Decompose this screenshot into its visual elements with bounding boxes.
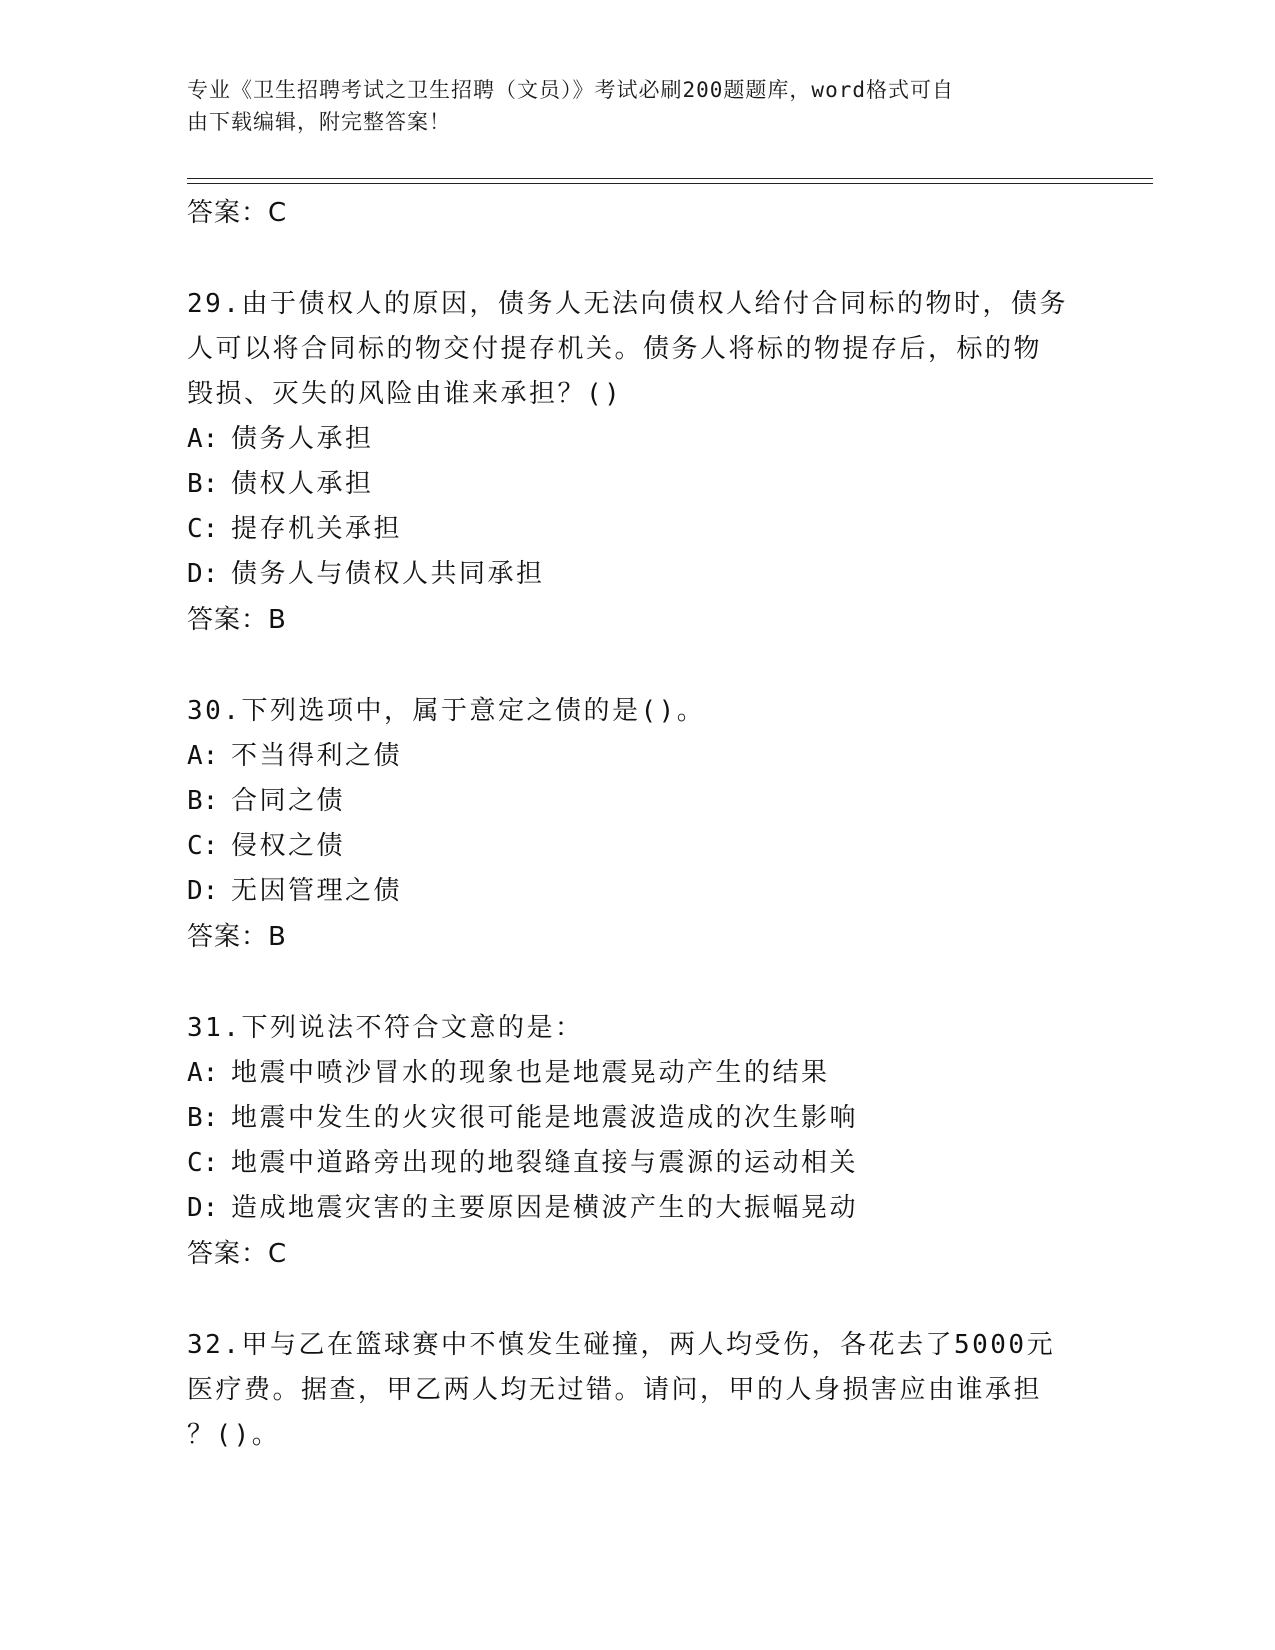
option-a — [187, 1051, 1087, 1096]
option-c — [187, 1141, 1087, 1186]
option-text: 合同之债 — [231, 786, 346, 816]
question-block — [187, 1323, 1087, 1458]
question-block — [187, 1006, 1087, 1277]
question-line: 31.下列说法不符合文意的是： — [187, 1013, 584, 1043]
question-line: 人可以将合同标的物交付提存机关。债务人将标的物提存后，标的物 — [187, 334, 1043, 364]
option-letter: D: — [187, 876, 219, 906]
question-line: 医疗费。据查，甲乙两人均无过错。请问，甲的人身损害应由谁承担 — [187, 1375, 1043, 1405]
option-c — [187, 824, 1087, 869]
question-text — [187, 1323, 1087, 1458]
option-letter: D: — [187, 559, 219, 589]
header-line-2: 由下载编辑，附完整答案！ — [187, 110, 451, 134]
option-text: 侵权之债 — [231, 831, 346, 861]
option-text: 无因管理之债 — [231, 876, 403, 906]
header-line-1: 专业《卫生招聘考试之卫生招聘（文员）》考试必刷200题题库，word格式可自 — [187, 78, 954, 102]
option-letter: B: — [187, 469, 219, 499]
page-header — [187, 74, 1067, 138]
option-text: 地震中道路旁出现的地裂缝直接与震源的运动相关 — [231, 1148, 859, 1178]
question-text — [187, 689, 1087, 734]
question-line: 29.由于债权人的原因，债务人无法向债权人给付合同标的物时，债务 — [187, 289, 1068, 319]
question-line: ？()。 — [187, 1420, 281, 1450]
option-c — [187, 507, 1087, 552]
option-b — [187, 779, 1087, 824]
option-b — [187, 462, 1087, 507]
option-a — [187, 417, 1087, 462]
option-letter: A: — [187, 741, 219, 771]
option-d — [187, 869, 1087, 914]
option-text: 地震中喷沙冒水的现象也是地震晃动产生的结果 — [231, 1058, 830, 1088]
option-letter: C: — [187, 1148, 219, 1178]
option-letter: A: — [187, 424, 219, 454]
option-letter: B: — [187, 1103, 219, 1133]
question-text — [187, 1006, 1087, 1051]
option-text: 不当得利之债 — [231, 741, 403, 771]
option-text: 债务人与债权人共同承担 — [231, 559, 545, 589]
option-letter: C: — [187, 831, 219, 861]
option-text: 提存机关承担 — [231, 514, 403, 544]
question-line: 毁损、灭失的风险由谁来承担？() — [187, 379, 623, 409]
option-text: 债务人承担 — [231, 424, 374, 454]
question-block — [187, 689, 1087, 960]
answer-line: 答案：B — [187, 605, 287, 635]
answer-line: 答案：C — [187, 198, 288, 228]
option-a — [187, 734, 1087, 779]
question-line: 30.下列选项中，属于意定之债的是()。 — [187, 696, 706, 726]
option-text: 造成地震灾害的主要原因是横波产生的大振幅晃动 — [231, 1193, 859, 1223]
option-letter: B: — [187, 786, 219, 816]
document-body — [187, 190, 1087, 1458]
option-letter: D: — [187, 1193, 219, 1223]
option-letter: C: — [187, 514, 219, 544]
option-letter: A: — [187, 1058, 219, 1088]
answer-line: 答案：B — [187, 922, 287, 952]
option-text: 地震中发生的火灾很可能是地震波造成的次生影响 — [231, 1103, 859, 1133]
question-line: 32.甲与乙在篮球赛中不慎发生碰撞，两人均受伤，各花去了5000元 — [187, 1330, 1056, 1360]
header-divider-top — [187, 178, 1153, 179]
header-divider-bottom — [187, 183, 1153, 184]
option-d — [187, 1186, 1087, 1231]
option-d — [187, 552, 1087, 597]
option-b — [187, 1096, 1087, 1141]
answer-line: 答案：C — [187, 1239, 288, 1269]
question-block — [187, 282, 1087, 643]
option-text: 债权人承担 — [231, 469, 374, 499]
question-text — [187, 282, 1087, 417]
